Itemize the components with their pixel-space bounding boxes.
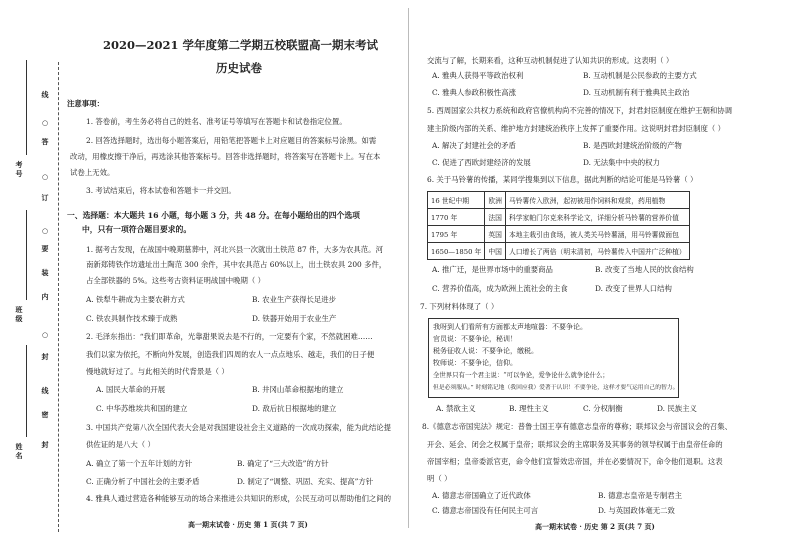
page-title: 2020—2021 学年度第二学期五校联盟高一期末考试 xyxy=(103,38,379,52)
question-8-line: 开会、延会、闭会之权属于皇帝；联邦议会的主席职务及其事务的领导权属于由皇帝任命的 xyxy=(427,440,723,449)
option-7a: A. 禁欲主义 xyxy=(436,404,476,413)
option-6d: D. 改变了世界人口结构 xyxy=(595,284,672,293)
page-footer-right: 高一期末试卷 · 历史 第 2 页(共 7 页) xyxy=(535,522,655,531)
question-2-line: 我们以家为依托，不断向外发展，创造我们四周的农人一点点地乐、越走，我们的日子便 xyxy=(86,350,375,359)
question-3-line: 供佐证的是八大（ ） xyxy=(86,440,155,449)
option-1c: C. 铁农具制作技术臻于成熟 xyxy=(86,314,178,323)
seal-word: 要 xyxy=(41,244,49,253)
seal-word: 线 xyxy=(41,386,49,395)
notice-line: 试卷上无效。 xyxy=(70,168,115,177)
table-cell: 中国 xyxy=(485,243,506,260)
notice-heading: 注意事项： xyxy=(67,99,104,108)
seal-word: 密 xyxy=(41,410,49,419)
seal-word: 封 xyxy=(41,440,49,449)
option-3a: A. 确立了第一个五年计划的方针 xyxy=(86,459,193,468)
question-8-line: 帝国宰相；皇帝委派官吏，命令他们宣誓效忠帝国，并在必要情况下，命令他们退职。这表 xyxy=(427,457,723,466)
option-6b: B. 改变了当地人民的饮食结构 xyxy=(595,265,694,274)
option-7b: B. 理性主义 xyxy=(509,404,549,413)
option-5d: D. 无法集中中央的权力 xyxy=(583,158,660,167)
quote-line: 税务征收人说：不要争论，缴税。 xyxy=(433,347,538,355)
notice-line: 改动，用橡皮擦干净后，再选涂其他答案标号。回答非选择题时，将答案写在答题卡上。写在本 xyxy=(70,152,381,161)
exam-number-line xyxy=(26,60,27,155)
page-divider xyxy=(408,8,409,528)
notice-line: 1. 答卷前，考生务必将自己的姓名、准考证号等填写在答题卡和试卷指定位置。 xyxy=(86,117,347,126)
name-line xyxy=(26,345,27,437)
quotation-box xyxy=(428,318,679,398)
option-8c: C. 德意志帝国没有任何民主可言 xyxy=(432,506,539,515)
option-3b: B. 确定了“三大改造”的方针 xyxy=(237,459,329,468)
option-4d: D. 互动机制有利于雅典民主政治 xyxy=(583,88,690,97)
option-7d: D. 民族主义 xyxy=(657,404,697,413)
notice-line: 3. 考试结束后，将本试卷和答题卡一并交回。 xyxy=(86,186,236,195)
question-3-line: 3. 中国共产党第八次全国代表大会是对我国建设社会主义道路的一次成功探索，能为此结论提 xyxy=(86,423,392,432)
option-5c: C. 促进了西欧封建经济的发展 xyxy=(432,158,531,167)
option-6a: A. 推广迁，是世界市场中的重要商品 xyxy=(432,265,553,274)
class-label: 班级 xyxy=(15,305,23,323)
page-subtitle: 历史试卷 xyxy=(216,61,262,75)
seal-circle: ○ xyxy=(41,118,49,127)
option-2c: C. 中华苏维埃共和国的建立 xyxy=(96,404,188,413)
option-3c: C. 正确分析了中国社会的主要矛盾 xyxy=(86,477,200,486)
seal-word: 内 xyxy=(41,292,49,301)
option-1d: D. 铁器开始用于农业生产 xyxy=(252,314,337,323)
question-1-line: 占全部铁器的 5%。这些考古资料证明战国中晚期（ ） xyxy=(86,276,266,285)
question-5-line: 建主阶级内部的关系、维护地方封建统治秩序上发挥了重要作用。这说明封君封臣制度（ ） xyxy=(427,124,725,133)
quote-line: 牧师说：不要争论，信仰。 xyxy=(433,359,517,367)
question-8-line: 明（ ） xyxy=(427,474,452,483)
seal-circle: ○ xyxy=(41,226,49,235)
option-1b: B. 农业生产获得长足进步 xyxy=(252,295,337,304)
seal-circle: ○ xyxy=(41,172,49,181)
seal-word: 封 xyxy=(41,352,49,361)
table-cell: 科学家帕门尔克来科学论文，详细分析马铃薯的营养价值 xyxy=(505,209,689,226)
table-cell: 欧洲 xyxy=(485,192,506,209)
option-1a: A. 铁犁牛耕成为主要农耕方式 xyxy=(86,295,185,304)
option-4c: C. 雅典人参政积极性高涨 xyxy=(432,88,516,97)
option-6c: C. 营养价值高，成为欧洲上流社会的主食 xyxy=(432,284,568,293)
quote-line: 但是必须服从。” 时刻铭记地（我回应我）爱著于认识！不要争论，这样才要气运用自己的智力。 xyxy=(433,385,679,391)
option-8d: D. 与英国政体毫无二致 xyxy=(598,506,675,515)
question-7-line: 7. 下列材料体现了（ ） xyxy=(420,302,499,311)
table-row xyxy=(428,209,690,226)
question-5-line: 5. 西周国家公共权力系统和政府官僚机构尚不完善的情况下，封君封臣制度在维护王朝和协调 xyxy=(427,106,733,115)
section-heading: 一、选择题：本大题共 16 小题，每小题 3 分，共 48 分。在每小题给出的四个选项 xyxy=(67,211,360,220)
option-5b: B. 是西欧封建统治阶级的产物 xyxy=(583,141,682,150)
question-1-line: 南新郑铸铁作坊遗址出土陶范 300 余件，其中农具范占 60%以上，出土铁农具 200 多件， xyxy=(86,260,387,269)
table-cell: 本地主栽引由食场，被人类关马铃薯涵，用马铃薯做面包 xyxy=(505,226,689,243)
table-cell: 1650—1850 年 xyxy=(428,243,485,260)
table-row xyxy=(428,192,690,209)
option-2a: A. 国民大革命的开展 xyxy=(96,385,166,394)
name-label: 姓名 xyxy=(15,442,23,460)
table-cell: 16 世纪中期 xyxy=(428,192,485,209)
seal-word: 线 xyxy=(41,90,49,99)
table-cell: 马铃薯传入欧洲，起初被用作饲料和观赏，药用植物 xyxy=(505,192,689,209)
option-8b: B. 德意志皇帝是专制君主 xyxy=(598,491,683,500)
seal-word: 订 xyxy=(41,193,49,202)
quote-line: 全世界只有一个君主说：“可以争论，爱争论什么就争论什么； xyxy=(433,371,609,379)
option-8a: A. 德意志帝国确立了近代政体 xyxy=(432,491,531,500)
notice-line: 2. 回答选择题时，选出每小题答案后，用铅笔把答题卡上对应题目的答案标号涂黑。如需 xyxy=(86,136,377,145)
exam-number-label: 考号 xyxy=(15,160,23,178)
table-cell: 1770 年 xyxy=(428,209,485,226)
class-line xyxy=(26,210,27,300)
option-4b: B. 互动机制是公民参政的主要方式 xyxy=(583,71,697,80)
question-2-line: 慢地就好过了。与此相关的时代背景是（ ） xyxy=(86,367,229,376)
page-footer-left: 高一期末试卷 · 历史 第 1 页(共 7 页) xyxy=(188,520,308,529)
table-cell: 英国 xyxy=(485,226,506,243)
option-3d: D. 制定了“调整、巩固、充实、提高”方针 xyxy=(237,477,374,486)
table-row xyxy=(428,226,690,243)
question-4-line: 4. 雅典人通过营造各种能够互动的场合来推进公共知识的形成，公民互动可以帮助他们之间的 xyxy=(86,494,392,503)
question-1-line: 1. 据考古发现，在战国中晚期墓葬中，河北兴县一次就出土铁范 87 件，大多为农具范。河 xyxy=(86,245,383,254)
question-8-line: 8.《德意志帝国宪法》规定：普鲁士国王享有德意志皇帝的尊称；联邦议会与帝国议会的召集、 xyxy=(422,422,733,431)
quote-line: 我呀到人们看所有方面都太声地喧嚣：不要争论。 xyxy=(433,323,587,331)
table-cell: 法国 xyxy=(485,209,506,226)
option-2b: B. 井冈山革命根据地的建立 xyxy=(252,385,344,394)
table-cell: 人口增长了两倍（明末清初，马铃薯传入中国并广泛种植） xyxy=(505,243,689,260)
seal-word: 装 xyxy=(41,268,49,277)
question-2-line: 2. 毛泽东指出：“我们即革命，光靠甜果说去是不行的，一定要有个家，不然就困难…… xyxy=(86,332,373,341)
table-row xyxy=(428,243,690,260)
option-7c: C. 分权制衡 xyxy=(583,404,623,413)
binding-line xyxy=(58,62,59,532)
potato-table xyxy=(427,191,690,260)
question-4-continued: 交流与了解，长期来看，这种互动机制促进了认知共识的形成。这表明（ ） xyxy=(427,56,674,65)
option-5a: A. 解决了封建社会的矛盾 xyxy=(432,141,516,150)
question-6-line: 6. 关于马铃薯的传播，某同学搜集到以下信息，据此判断的结论可能是马铃薯（ ） xyxy=(427,175,698,184)
option-4a: A. 雅典人获得平等政治权利 xyxy=(432,71,524,80)
seal-word: 答 xyxy=(41,137,49,146)
quote-line: 官员说：不要争论，秘训！ xyxy=(433,335,517,343)
table-cell: 1795 年 xyxy=(428,226,485,243)
option-2d: D. 敌后抗日根据地的建立 xyxy=(252,404,337,413)
section-heading-2: 中，只有一项符合题目要求的。 xyxy=(82,225,192,234)
seal-circle: ○ xyxy=(41,330,49,339)
